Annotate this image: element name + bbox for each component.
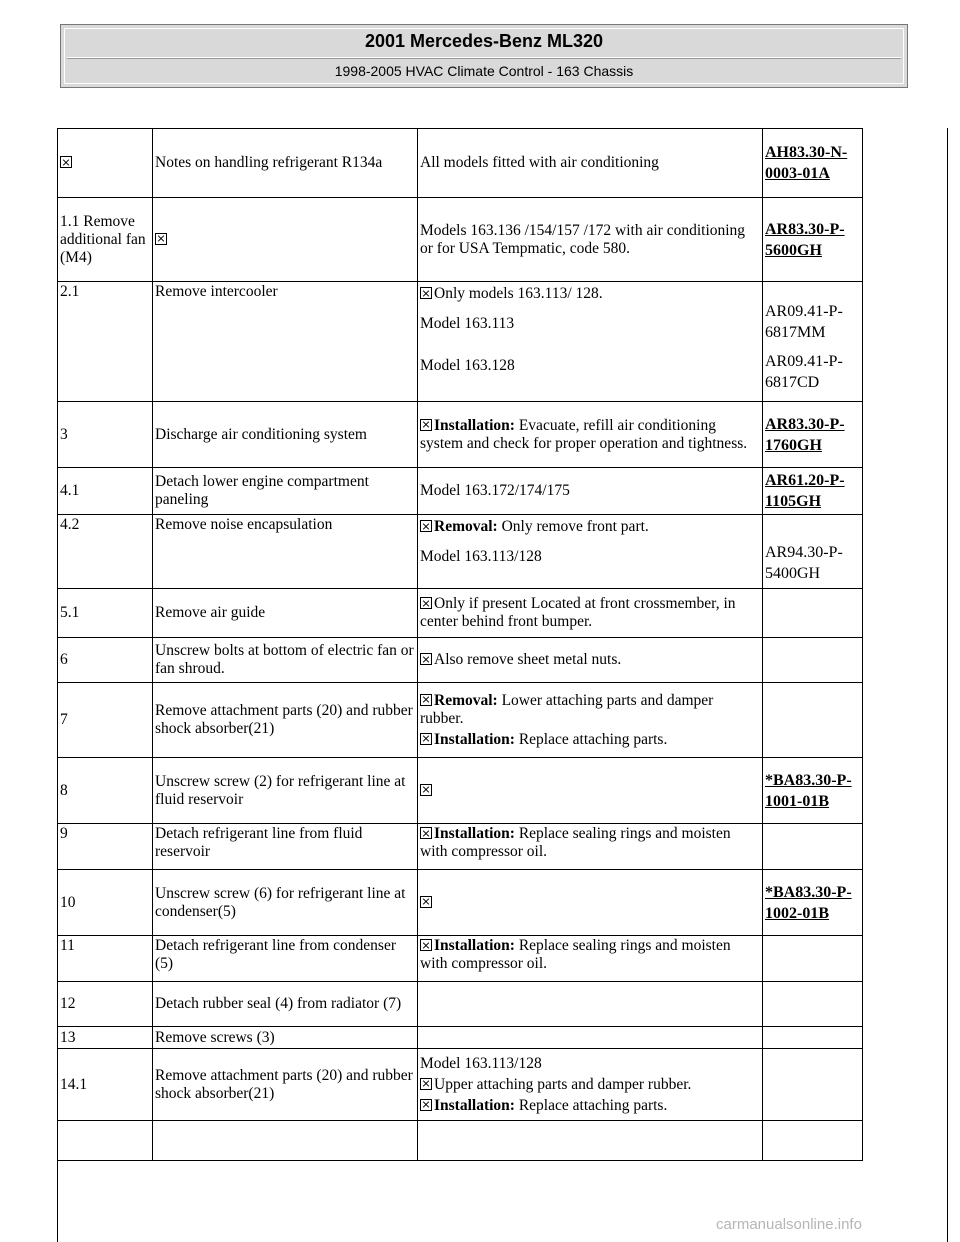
table-row — [58, 758, 863, 824]
note-cell — [418, 758, 763, 824]
action-cell: Remove attachment parts (20) and rubber shock absorber(21) — [153, 1049, 418, 1121]
note-cell: Model 163.113/128 Upper attaching parts and damper rubber. Installation: Replace attaching parts. — [418, 1049, 763, 1121]
step-cell: 10 — [58, 870, 153, 936]
action-cell: Remove air guide — [153, 589, 418, 638]
step-cell: 7 — [58, 683, 153, 758]
header-title: 2001 Mercedes-Benz ML320 — [364, 31, 604, 51]
note-cell: Installation: Replace sealing rings and moisten with compressor oil. — [418, 936, 763, 982]
ref-cell — [763, 758, 863, 824]
table-row — [58, 515, 863, 589]
table-row — [58, 936, 863, 982]
step-cell: 6 — [58, 638, 153, 683]
header-subtitle: 1998-2005 HVAC Climate Control - 163 Chassis — [334, 63, 634, 79]
reference-link[interactable]: AR61.20-P-1105GH — [765, 472, 845, 510]
right-rule — [947, 128, 948, 1242]
reference-link[interactable]: AH83.30-N-0003-01A — [765, 144, 848, 182]
broken-image-icon — [155, 233, 167, 245]
step-cell: 8 — [58, 758, 153, 824]
action-cell: Unscrew screw (6) for refrigerant line at condenser(5) — [153, 870, 418, 936]
step-cell: 9 — [58, 824, 153, 870]
table-row — [58, 1027, 863, 1049]
note-cell: Installation: Evacuate, refill air conditioning system and check for proper operation and tightness. — [418, 402, 763, 468]
broken-image-icon — [60, 156, 72, 168]
action-cell: Detach rubber seal (4) from radiator (7) — [153, 982, 418, 1027]
ref-cell — [763, 129, 863, 198]
action-cell: Notes on handling refrigerant R134a — [153, 129, 418, 198]
table-row — [58, 129, 863, 198]
step-cell: 4.2 — [58, 515, 153, 589]
reference-text: AR09.41-P-6817MM — [765, 303, 843, 341]
table-row — [58, 468, 863, 515]
broken-image-icon — [420, 784, 432, 796]
step-cell: 4.1 — [58, 468, 153, 515]
action-cell: Detach lower engine compartment paneling — [153, 468, 418, 515]
ref-cell — [763, 468, 863, 515]
ref-cell — [763, 198, 863, 282]
reference-text: AR94.30-P-5400GH — [765, 544, 843, 582]
table-row — [58, 282, 863, 402]
step-cell: 14.1 — [58, 1049, 153, 1121]
note-cell — [418, 1027, 763, 1049]
ref-cell — [763, 638, 863, 683]
action-cell: Remove screws (3) — [153, 1027, 418, 1049]
note-cell: Also remove sheet metal nuts. — [418, 638, 763, 683]
ref-cell — [763, 870, 863, 936]
table-row — [58, 198, 863, 282]
ref-cell — [763, 515, 863, 589]
broken-image-icon — [420, 653, 432, 665]
ref-cell — [763, 683, 863, 758]
note-cell: Only if present Located at front crossmember, in center behind front bumper. — [418, 589, 763, 638]
ref-cell — [763, 824, 863, 870]
table-row — [58, 638, 863, 683]
action-cell — [153, 198, 418, 282]
table-row — [58, 683, 863, 758]
action-cell: Discharge air conditioning system — [153, 402, 418, 468]
note-cell: Model 163.172/174/175 — [418, 468, 763, 515]
table-row — [58, 1049, 863, 1121]
procedure-table — [57, 128, 863, 1161]
note-cell: Removal: Only remove front part. Model 163.113/128 — [418, 515, 763, 589]
action-cell: Unscrew bolts at bottom of electric fan or fan shroud. — [153, 638, 418, 683]
ref-cell — [763, 936, 863, 982]
note-cell: All models fitted with air conditioning — [418, 129, 763, 198]
broken-image-icon — [420, 419, 432, 431]
action-cell: Remove intercooler — [153, 282, 418, 402]
watermark: carmanualsonline.info — [716, 1216, 862, 1233]
ref-cell — [763, 589, 863, 638]
action-cell: Unscrew screw (2) for refrigerant line at fluid reservoir — [153, 758, 418, 824]
action-cell: Detach refrigerant line from condenser (5) — [153, 936, 418, 982]
table-row — [58, 1121, 863, 1161]
broken-image-icon — [420, 896, 432, 908]
reference-link[interactable]: AR83.30-P-5600GH — [765, 220, 845, 259]
step-cell: 2.1 — [58, 282, 153, 402]
note-cell: Removal: Lower attaching parts and damper rubber. Installation: Replace attaching parts. — [418, 683, 763, 758]
step-cell — [58, 129, 153, 198]
table-row — [58, 402, 863, 468]
ref-cell — [763, 982, 863, 1027]
broken-image-icon — [420, 1078, 432, 1090]
reference-link[interactable]: AR83.30-P-1760GH — [765, 415, 845, 454]
note-cell: Only models 163.113/ 128. Model 163.113 Model 163.128 — [418, 282, 763, 402]
note-cell: Models 163.136 /154/157 /172 with air conditioning or for USA Tempmatic, code 580. — [418, 198, 763, 282]
step-cell: 13 — [58, 1027, 153, 1049]
ref-cell — [763, 402, 863, 468]
ref-cell — [763, 1027, 863, 1049]
note-cell — [418, 982, 763, 1027]
table-row — [58, 982, 863, 1027]
broken-image-icon — [420, 287, 432, 299]
page-header — [60, 24, 908, 88]
step-cell: 11 — [58, 936, 153, 982]
action-cell: Remove attachment parts (20) and rubber shock absorber(21) — [153, 683, 418, 758]
broken-image-icon — [420, 827, 432, 839]
note-cell: Installation: Replace sealing rings and moisten with compressor oil. — [418, 824, 763, 870]
note-cell — [418, 870, 763, 936]
step-cell: 3 — [58, 402, 153, 468]
broken-image-icon — [420, 694, 432, 706]
broken-image-icon — [420, 939, 432, 951]
ref-cell — [763, 282, 863, 402]
reference-text: AR09.41-P-6817CD — [765, 353, 843, 391]
action-cell: Detach refrigerant line from fluid reservoir — [153, 824, 418, 870]
action-cell: Remove noise encapsulation — [153, 515, 418, 589]
broken-image-icon — [420, 597, 432, 609]
broken-image-icon — [420, 1099, 432, 1111]
step-cell: 5.1 — [58, 589, 153, 638]
step-cell: 1.1 Remove additional fan (M4) — [58, 198, 153, 282]
broken-image-icon — [420, 520, 432, 532]
table-row — [58, 824, 863, 870]
reference-link[interactable]: *BA83.30-P-1001-01B — [765, 771, 852, 810]
ref-cell — [763, 1049, 863, 1121]
broken-image-icon — [420, 733, 432, 745]
step-cell: 12 — [58, 982, 153, 1027]
table-row — [58, 589, 863, 638]
reference-link[interactable]: *BA83.30-P-1002-01B — [765, 883, 852, 922]
table-row — [58, 870, 863, 936]
